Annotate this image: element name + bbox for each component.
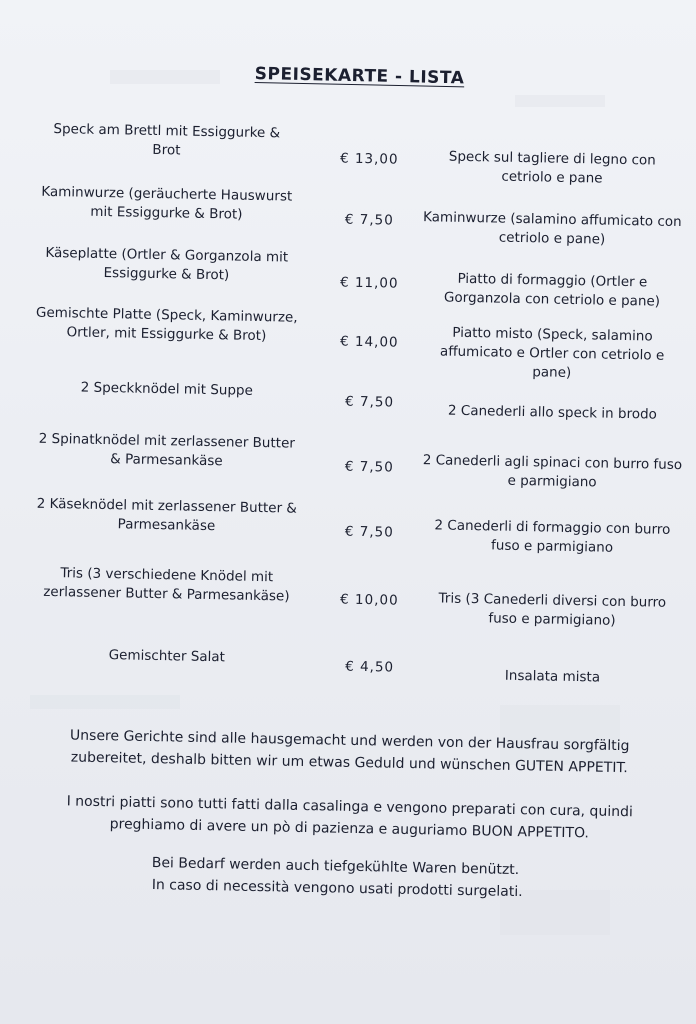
item-name-it: Piatto misto (Speck, salamino affumicato e Ortler con cetriolo e pane) <box>439 324 665 381</box>
item-name-it: Tris (3 Canederli diversi con burro fuso e parmigiano) <box>438 590 667 629</box>
menu-item <box>0 644 696 686</box>
show-through-shadow <box>110 70 220 84</box>
item-name-de: Gemischter Salat <box>108 647 226 666</box>
item-name-de: 2 Käseknödel mit zerlassener Butter & Parmesankäse <box>36 495 298 535</box>
item-price: € 11,00 <box>339 274 399 292</box>
menu-item <box>0 563 696 629</box>
show-through-shadow <box>30 695 180 709</box>
item-name-de: 2 Spinatknödel mit zerlassener Butter & Parmesankäse <box>38 430 296 470</box>
item-name-de: 2 Speckknödel mit Suppe <box>80 379 254 399</box>
menu-item <box>0 429 696 491</box>
frozen-note-it: In caso di necessità vengono usati prodotti surgelati. <box>151 876 523 901</box>
item-name-de: Kaminwurze (geräucherte Hauswurst mit Essiggurke & Brot) <box>41 183 293 223</box>
item-name-de: Speck am Brettl mit Essiggurke & Brot <box>53 121 281 159</box>
item-price: € 13,00 <box>339 150 399 168</box>
menu-title: SPEISEKARTE - LISTA <box>254 64 465 89</box>
item-name-it: Insalata mista <box>504 667 601 686</box>
item-name-de: Käseplatte (Ortler & Gorganzola mit Essiggurke & Brot) <box>45 244 289 284</box>
item-name-it: Kaminwurze (salamino affumicato con cetriolo e pane) <box>422 209 682 248</box>
item-price: € 7,50 <box>344 458 394 476</box>
item-price: € 14,00 <box>339 333 399 351</box>
frozen-note-de: Bei Bedarf werden auch tiefgekühlte Waren benützt. <box>151 854 520 879</box>
item-name-it: 2 Canederli di formaggio con burro fuso e parmigiano <box>434 517 671 556</box>
item-name-it: 2 Canederli agli spinaci con burro fuso e parmigiano <box>422 452 683 491</box>
note-de: Unsere Gerichte sind alle hausgemacht und werden von der Hausfrau sorgfältig zubereitet, deshalb bitten wir um etwas Geduld und wünschen GUTEN APPETIT. <box>69 727 630 777</box>
item-price: € 7,50 <box>344 393 395 411</box>
item-name-it: 2 Canederli allo speck in brodo <box>447 402 658 423</box>
item-name-de: Tris (3 verschiedene Knödel mit zerlassener Butter & Parmesankäse) <box>43 565 290 605</box>
item-name-it: Speck sul tagliere di legno con cetriolo e pane <box>448 148 656 187</box>
menu-item <box>0 494 696 556</box>
show-through-shadow <box>515 95 605 107</box>
item-price: € 7,50 <box>344 211 394 229</box>
menu-item <box>0 119 696 187</box>
item-name-de: Gemischte Platte (Speck, Kaminwurze, Ortler, mit Essiggurke & Brot) <box>35 304 298 345</box>
note-it: I nostri piatti sono tutti fatti dalla casalinga e vengono preparati con cura, quindi preghiamo di avere un pò di pazienza e auguriamo BUON APPETITO. <box>66 793 633 842</box>
item-price: € 10,00 <box>339 591 399 609</box>
item-price: € 7,50 <box>344 523 394 541</box>
item-name-it: Piatto di formaggio (Ortler e Gorganzola con cetriolo e pane) <box>443 270 661 310</box>
item-price: € 4,50 <box>344 658 395 676</box>
